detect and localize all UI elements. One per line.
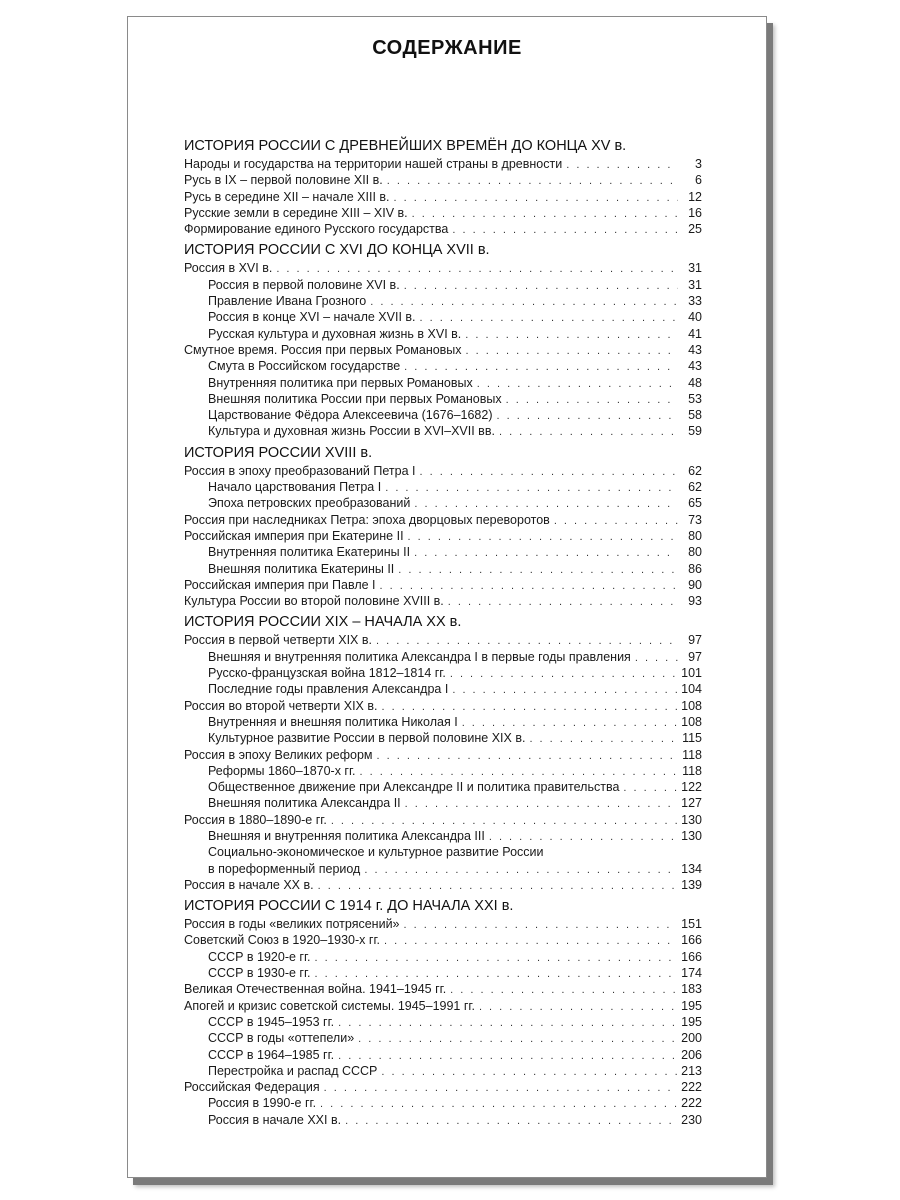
toc-entry[interactable] (184, 932, 702, 948)
toc-entry-page-number: 80 (688, 545, 702, 560)
toc-entry-title: Россия в эпоху преобразований Петра I (184, 463, 416, 478)
toc-entry[interactable] (184, 965, 702, 981)
toc-entry-title: Россия в начале XX в. (184, 877, 314, 892)
dot-leader (314, 966, 677, 982)
dot-leader (506, 392, 678, 408)
toc-entry-title: Формирование единого Русского государства (184, 222, 449, 237)
toc-entry-page-number: 41 (688, 326, 702, 341)
toc-entry-page-number: 33 (688, 294, 702, 309)
toc-entry[interactable] (184, 277, 702, 293)
toc-entry-page-number: 122 (681, 780, 702, 795)
page-title: СОДЕРЖАНИЕ (372, 37, 522, 59)
toc-entry-title: СССР в 1920-е гг. (208, 949, 311, 964)
toc-entry-title: Россия в годы «великих потрясений» (184, 917, 400, 932)
toc-entry-page-number: 101 (681, 666, 702, 681)
toc-entry[interactable] (184, 861, 702, 877)
toc-entry[interactable] (184, 714, 702, 730)
dot-leader (497, 408, 679, 424)
toc-entry-title: СССР в 1964–1985 гг. (208, 1047, 335, 1062)
dot-leader (377, 748, 678, 764)
dot-leader (276, 261, 678, 277)
toc-entry[interactable] (184, 593, 702, 609)
toc-entry[interactable] (184, 828, 702, 844)
dot-leader (370, 294, 678, 310)
toc-entry[interactable] (184, 649, 702, 665)
toc-entry[interactable] (184, 342, 702, 358)
toc-entry-page-number: 174 (681, 966, 702, 981)
dot-leader (384, 933, 677, 949)
toc-entry-page-number: 151 (681, 917, 702, 932)
toc-entry-page-number: 48 (688, 375, 702, 390)
toc-entry-page-number: 115 (682, 731, 702, 746)
section-heading: ИСТОРИЯ РОССИИ С 1914 г. ДО НАЧАЛА XXI в. (184, 898, 514, 915)
toc-entry-title: Внешняя политика Екатерины II (208, 561, 395, 576)
toc-entry-title: СССР в 1930-е гг. (208, 966, 311, 981)
toc-entry[interactable] (184, 375, 702, 391)
toc-entry-page-number: 127 (681, 796, 702, 811)
dot-leader (554, 513, 678, 529)
toc-entry[interactable] (184, 260, 702, 276)
toc-entry[interactable] (184, 463, 702, 479)
toc-entry[interactable] (184, 561, 702, 577)
toc-entry-title: Внутренняя политика при первых Романовых (208, 375, 473, 390)
toc-entry-title: Россия во второй четверти XIX в. (184, 698, 378, 713)
toc-entry-title: Апогей и кризис советской системы. 1945–1991 гг. (184, 998, 475, 1013)
toc-entry[interactable] (184, 1030, 702, 1046)
dot-leader (477, 376, 678, 392)
dot-leader (360, 764, 679, 780)
toc-entry[interactable] (184, 665, 702, 681)
dot-leader (566, 157, 678, 173)
dot-leader (450, 982, 677, 998)
toc-entry-page-number: 12 (688, 189, 702, 204)
toc-entry[interactable] (184, 309, 702, 325)
dot-leader (452, 222, 678, 238)
toc-entry-title: Россия в 1880–1890-е гг. (184, 812, 327, 827)
toc-entry-page-number: 6 (695, 173, 702, 188)
dot-leader (318, 878, 678, 894)
toc-entry[interactable] (184, 877, 702, 893)
dot-leader (404, 917, 678, 933)
toc-entry-title: Последние годы правления Александра I (208, 682, 449, 697)
dot-leader (385, 480, 678, 496)
toc-entry-title: СССР в 1945–1953 гг. (208, 1014, 335, 1029)
dot-leader (320, 1096, 677, 1112)
toc-entry[interactable] (184, 293, 702, 309)
toc-entry[interactable] (184, 812, 702, 828)
toc-entry[interactable] (184, 407, 702, 423)
toc-entry-title: Россия в начале XXI в. (208, 1112, 342, 1127)
section-heading: ИСТОРИЯ РОССИИ С XVI ДО КОНЦА XVII в. (184, 242, 490, 259)
toc-entry[interactable] (184, 916, 702, 932)
toc-entry-title: Эпоха петровских преобразований (208, 496, 411, 511)
toc-entry-page-number: 53 (688, 391, 702, 406)
toc-entry[interactable] (184, 698, 702, 714)
toc-entry-page-number: 97 (688, 633, 702, 648)
toc-entry[interactable] (184, 1063, 702, 1079)
dot-leader (314, 950, 677, 966)
toc-entry-page-number: 104 (681, 682, 702, 697)
dot-leader (394, 190, 678, 206)
toc-entry-title: Царствование Фёдора Алексеевича (1676–1682) (208, 408, 493, 423)
toc-entry-page-number: 230 (681, 1112, 702, 1127)
toc-entry[interactable] (184, 391, 702, 407)
toc-entry[interactable] (184, 1047, 702, 1063)
dot-leader (412, 206, 678, 222)
toc-entry-page-number: 139 (681, 877, 702, 892)
toc-entry-page-number: 90 (688, 577, 702, 592)
toc-entry-title: Русь в середине XII – начале XIII в. (184, 189, 390, 204)
toc-entry-title: Советский Союз в 1920–1930-х гг. (184, 933, 380, 948)
toc-entry-title: Внешняя и внутренняя политика Александра I в первые годы правления (208, 649, 631, 664)
dot-leader (404, 359, 678, 375)
dot-leader (404, 278, 678, 294)
dot-leader (398, 562, 678, 578)
toc-entry-title: Россия в конце XVI – начале XVII в. (208, 310, 416, 325)
dot-leader (408, 529, 678, 545)
toc-entry-title: Россия при наследниках Петра: эпоха дворцовых переворотов (184, 512, 550, 527)
toc-entry-title: Культурное развитие России в первой половине XIX в. (208, 731, 526, 746)
toc-entry-title: Внешняя и внутренняя политика Александра III (208, 828, 485, 843)
toc-entry-page-number: 62 (688, 463, 702, 478)
toc-entry-page-number: 195 (681, 1014, 702, 1029)
toc-entry[interactable] (184, 172, 702, 188)
dot-leader (380, 578, 678, 594)
toc-entry[interactable] (184, 1095, 702, 1111)
toc-entry[interactable] (184, 1079, 702, 1095)
toc-entry-page-number: 166 (681, 933, 702, 948)
dot-leader (358, 1031, 677, 1047)
toc-entry-page-number: 16 (688, 205, 702, 220)
toc-entry[interactable] (184, 326, 702, 342)
toc-entry-title: Реформы 1860–1870-х гг. (208, 763, 356, 778)
dot-leader (376, 633, 678, 649)
toc-entry-page-number: 206 (681, 1047, 702, 1062)
dot-leader (381, 699, 677, 715)
toc-entry-title: Россия в первой половине XVI в. (208, 277, 400, 292)
toc-entry-title: Перестройка и распад СССР (208, 1063, 378, 1078)
dot-leader (499, 424, 678, 440)
toc-entry-title: Правление Ивана Грозного (208, 294, 367, 309)
toc-entry-page-number: 213 (681, 1063, 702, 1078)
toc-entry[interactable] (184, 528, 702, 544)
dot-leader (381, 1064, 677, 1080)
toc-entry-page-number: 86 (688, 561, 702, 576)
toc-entry-page-number: 93 (688, 594, 702, 609)
toc-entry[interactable] (184, 479, 702, 495)
toc-entry-page-number: 130 (681, 828, 702, 843)
dot-leader (489, 829, 677, 845)
toc-entry-page-number: 222 (681, 1080, 702, 1095)
toc-entry-page-number: 43 (688, 342, 702, 357)
book-page (127, 16, 767, 1178)
toc-entry-title: Россия в 1990-е гг. (208, 1096, 317, 1111)
dot-leader (635, 650, 678, 666)
toc-entry-title: Смутное время. Россия при первых Романовых (184, 342, 462, 357)
dot-leader (452, 682, 677, 698)
toc-entry[interactable] (184, 681, 702, 697)
toc-entry[interactable] (184, 981, 702, 997)
toc-entry[interactable] (184, 998, 702, 1014)
toc-entry[interactable] (184, 795, 702, 811)
section-heading: ИСТОРИЯ РОССИИ XVIII в. (184, 444, 373, 461)
toc-entry-title: СССР в годы «оттепели» (208, 1031, 355, 1046)
toc-entry[interactable] (184, 221, 702, 237)
dot-leader (448, 594, 678, 610)
dot-leader (338, 1015, 677, 1031)
toc-entry-title: в пореформенный период (208, 861, 361, 876)
toc-entry-title: Россия в первой четверти XIX в. (184, 633, 372, 648)
toc-entry-page-number: 25 (688, 222, 702, 237)
section-heading: ИСТОРИЯ РОССИИ С ДРЕВНЕЙШИХ ВРЕМЁН ДО КОНЦА XV в. (184, 138, 627, 154)
dot-leader (405, 796, 677, 812)
toc-entry-page-number: 3 (695, 157, 702, 171)
dot-leader (414, 545, 678, 561)
dot-leader (462, 715, 677, 731)
dot-leader (345, 1113, 677, 1129)
dot-leader (465, 327, 678, 343)
toc-entry-title: Внутренняя и внешняя политика Николая I (208, 714, 458, 729)
toc-entry-title: Русско-французская война 1812–1814 гг. (208, 666, 446, 681)
toc-entry-title: Русская культура и духовная жизнь в XVI в. (208, 326, 462, 341)
toc-entry[interactable] (184, 1014, 702, 1030)
toc-entry-page-number: 130 (681, 812, 702, 827)
toc-entry[interactable] (184, 495, 702, 511)
toc-entry-page-number: 62 (688, 480, 702, 495)
toc-entry[interactable] (184, 156, 702, 172)
toc-entry[interactable] (184, 844, 702, 860)
toc-entry-title: Внутренняя политика Екатерины II (208, 545, 411, 560)
dot-leader (623, 780, 677, 796)
toc-entry-page-number: 40 (688, 310, 702, 325)
dot-leader (479, 999, 677, 1015)
toc-entry-title: Культура и духовная жизнь России в XVI–XVII вв. (208, 424, 495, 439)
toc-entry-title: Россия в эпоху Великих реформ (184, 747, 373, 762)
toc-entry-title: Внешняя политика России при первых Романовых (208, 391, 502, 406)
toc-entry[interactable] (184, 512, 702, 528)
toc-entry-page-number: 200 (681, 1031, 702, 1046)
toc-entry[interactable] (184, 730, 702, 746)
toc-entry[interactable] (184, 1112, 702, 1128)
dot-leader (324, 1080, 678, 1096)
toc-entry[interactable] (184, 205, 702, 221)
toc-entry-title: Смута в Российском государстве (208, 359, 401, 374)
toc-entry-page-number: 195 (681, 998, 702, 1013)
toc-entry-page-number: 31 (688, 261, 702, 276)
toc-entry[interactable] (184, 358, 702, 374)
table-of-contents (184, 137, 702, 1128)
dot-leader (420, 310, 678, 326)
dot-leader (466, 343, 678, 359)
toc-entry-page-number: 118 (682, 747, 702, 762)
toc-entry-page-number: 118 (682, 763, 702, 778)
toc-entry-page-number: 58 (688, 408, 702, 423)
dot-leader (420, 464, 679, 480)
dot-leader (414, 496, 678, 512)
toc-entry[interactable] (184, 747, 702, 763)
toc-entry-page-number: 59 (688, 424, 702, 439)
toc-entry-title: Народы и государства на территории нашей страны в древности (184, 157, 563, 171)
toc-entry-title: Общественное движение при Александре II и политика правительства (208, 780, 620, 795)
toc-entry[interactable] (184, 632, 702, 648)
toc-entry-title: Российская империя при Екатерине II (184, 528, 404, 543)
toc-entry-title: Социально-экономическое и культурное развитие России (208, 845, 544, 860)
toc-entry[interactable] (184, 189, 702, 205)
toc-entry-page-number: 134 (681, 861, 702, 876)
toc-entry-title: Российская Федерация (184, 1080, 320, 1095)
toc-entry[interactable] (184, 763, 702, 779)
toc-entry-title: Великая Отечественная война. 1941–1945 гг. (184, 982, 447, 997)
dot-leader (387, 173, 678, 189)
toc-entry[interactable] (184, 577, 702, 593)
dot-leader (338, 1048, 677, 1064)
toc-entry-title: Российская империя при Павле I (184, 577, 376, 592)
toc-entry-page-number: 222 (681, 1096, 702, 1111)
section-heading: ИСТОРИЯ РОССИИ XIX – НАЧАЛА XX в. (184, 614, 462, 631)
toc-entry-title: Внешняя политика Александра II (208, 796, 401, 811)
toc-entry-page-number: 108 (681, 714, 702, 729)
toc-entry-title: Русские земли в середине XIII – XIV в. (184, 205, 408, 220)
dot-leader (364, 862, 677, 878)
toc-entry-page-number: 108 (681, 698, 702, 713)
toc-entry-title: Русь в IX – первой половине XII в. (184, 173, 383, 188)
toc-entry[interactable] (184, 544, 702, 560)
toc-entry-page-number: 43 (688, 359, 702, 374)
toc-entry-page-number: 97 (688, 649, 702, 664)
toc-entry-page-number: 80 (688, 528, 702, 543)
toc-entry-page-number: 31 (688, 277, 702, 292)
toc-entry-title: Россия в XVI в. (184, 261, 273, 276)
toc-entry-page-number: 73 (688, 512, 702, 527)
dot-leader (529, 731, 678, 747)
dot-leader (450, 666, 677, 682)
toc-entry-page-number: 166 (681, 949, 702, 964)
toc-entry[interactable] (184, 423, 702, 439)
toc-entry-title: Культура России во второй половине XVIII в. (184, 594, 444, 609)
toc-entry-page-number: 65 (688, 496, 702, 511)
dot-leader (331, 813, 677, 829)
toc-entry-title: Начало царствования Петра I (208, 480, 382, 495)
toc-entry[interactable] (184, 949, 702, 965)
toc-entry[interactable] (184, 779, 702, 795)
toc-entry-page-number: 183 (681, 982, 702, 997)
